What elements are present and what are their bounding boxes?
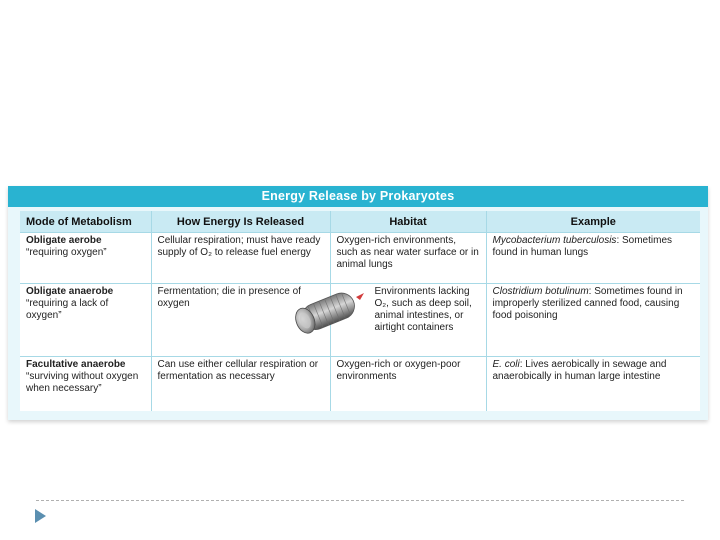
table-header-row <box>20 211 700 233</box>
example-organism: Clostridium botulinum <box>492 286 589 297</box>
example-description: Sometimes found in human lungs <box>492 235 673 258</box>
mode-cell <box>20 357 151 412</box>
mode-description: “requiring a lack of oxygen” <box>26 298 109 321</box>
mode-name: Obligate aerobe <box>26 235 102 246</box>
table-row <box>20 233 700 284</box>
example-organism: E. coli <box>492 359 520 370</box>
habitat-cell: Oxygen-rich or oxygen-poor environments <box>330 357 486 412</box>
mode-cell <box>20 233 151 284</box>
energy-cell: Fermentation; die in presence of oxygen <box>151 284 330 357</box>
energy-release-figure <box>8 186 708 420</box>
example-description: Sometimes found in improperly sterilized canned food, causing food poisoning <box>492 286 683 321</box>
example-description: Lives aerobically in sewage and anaerobically in human large intestine <box>492 359 667 382</box>
example-cell: Mycobacterium tuberculosis: Sometimes found in human lungs <box>486 233 700 284</box>
header-mode: Mode of Metabolism <box>20 211 151 233</box>
habitat-cell: Environments lacking O₂, such as deep soil, animal intestines, or airtight containers <box>330 284 486 357</box>
example-cell: E. coli: Lives aerobically in sewage and anaerobically in human large intestine <box>492 359 667 382</box>
mode-cell <box>20 284 151 357</box>
slide-divider <box>36 500 684 501</box>
bacterium-rod-icon <box>288 283 366 343</box>
example-cell: Clostridium botulinum: Sometimes found in improperly sterilized canned food, causing food poisoning <box>486 284 700 357</box>
mode-name: Obligate anaerobe <box>26 286 114 297</box>
mode-description: “requiring oxygen” <box>26 247 107 258</box>
energy-cell: Cellular respiration; must have ready supply of O₂ to release fuel energy <box>151 233 330 284</box>
energy-cell: Can use either cellular respiration or fermentation as necessary <box>151 357 330 412</box>
mode-name: Facultative anaerobe <box>26 359 126 370</box>
table-title: Energy Release by Prokaryotes <box>8 186 708 207</box>
header-example: Example <box>486 211 700 233</box>
header-habitat: Habitat <box>330 211 486 233</box>
example-organism: Mycobacterium tuberculosis <box>492 235 617 246</box>
header-energy: How Energy Is Released <box>151 211 330 233</box>
table-row <box>20 357 700 412</box>
triangle-bullet-icon <box>34 508 48 524</box>
habitat-cell: Oxygen-rich environments, such as near water surface or in animal lungs <box>330 233 486 284</box>
mode-description: “surviving without oxygen when necessary” <box>26 371 139 394</box>
